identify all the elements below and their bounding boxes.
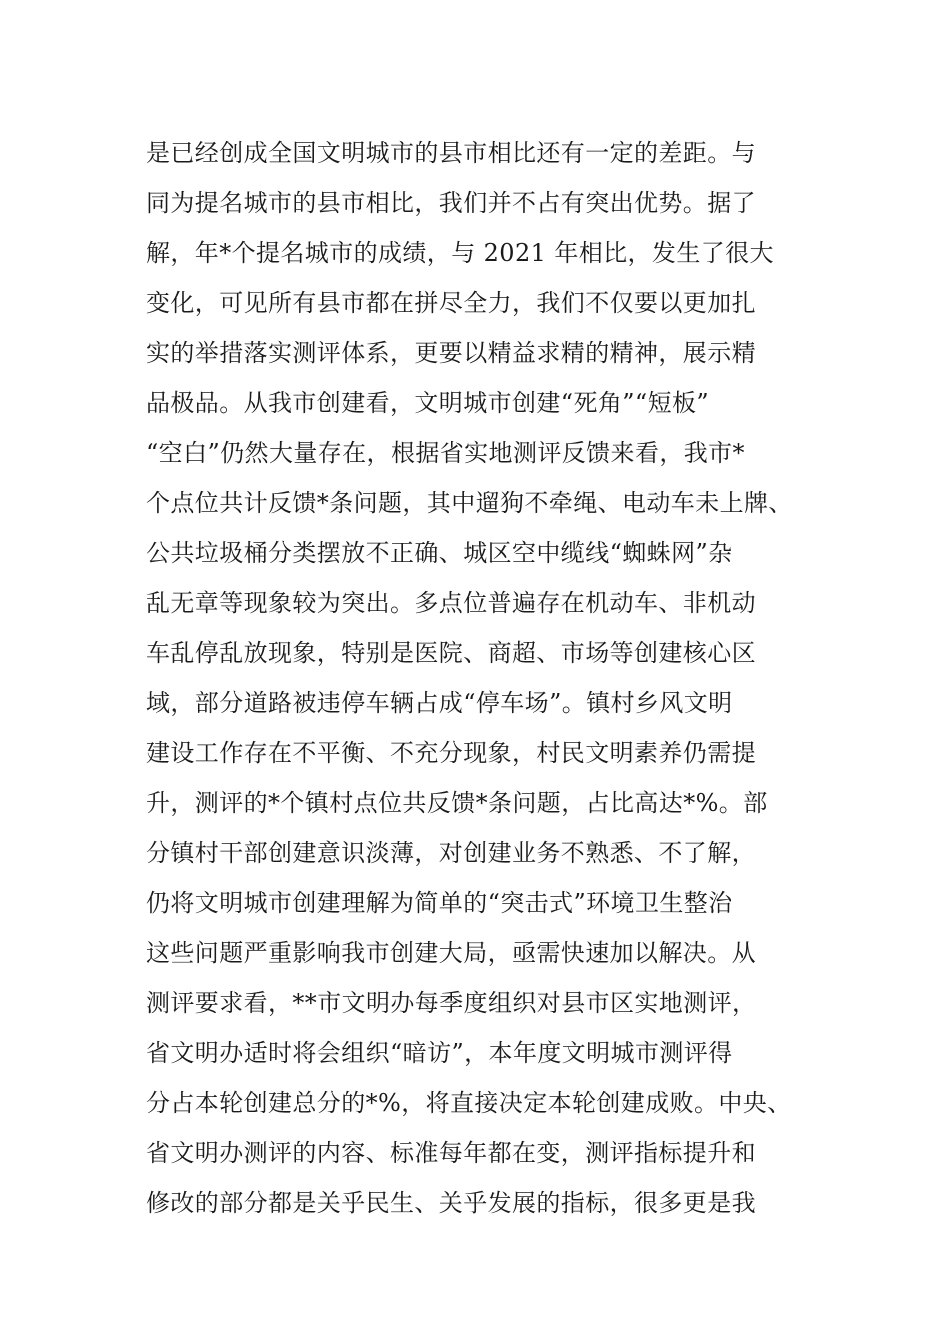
text-line: 这些问题严重影响我市创建大局，亟需快速加以解决。从 — [146, 939, 756, 967]
text-line: 公共垃圾桶分类摆放不正确、城区空中缆线“蜘蛛网”杂 — [146, 539, 733, 567]
text-line: 分镇村干部创建意识淡薄，对创建业务不熟悉、不了解， — [146, 839, 756, 867]
text-line: 仍将文明城市创建理解为简单的“突击式”环境卫生整治 — [146, 889, 733, 917]
text-line: 分占本轮创建总分的*%，将直接决定本轮创建成败。中央、 — [146, 1089, 792, 1117]
text-line: 升，测评的*个镇村点位共反馈*条问题，占比高达*%。部 — [146, 789, 768, 817]
text-line: 实的举措落实测评体系，更要以精益求精的精神，展示精 — [146, 339, 756, 367]
text-line: 域，部分道路被违停车辆占成“停车场”。镇村乡风文明 — [146, 689, 733, 717]
text-line: 品极品。从我市创建看，文明城市创建“死角”“短板” — [146, 389, 710, 417]
text-line: 车乱停乱放现象，特别是医院、商超、市场等创建核心区 — [146, 639, 756, 667]
text-line: 乱无章等现象较为突出。多点位普遍存在机动车、非机动 — [146, 589, 756, 617]
text-line: “空白”仍然大量存在，根据省实地测评反馈来看，我市* — [146, 439, 745, 467]
text-line: 省文明办适时将会组织“暗访”，本年度文明城市测评得 — [146, 1039, 733, 1067]
text-line: 同为提名城市的县市相比，我们并不占有突出优势。据了 — [146, 189, 756, 217]
body-paragraph — [146, 128, 846, 1228]
text-line: 个点位共计反馈*条问题，其中遛狗不牵绳、电动车未上牌、 — [146, 489, 793, 517]
text-line: 测评要求看，**市文明办每季度组织对县市区实地测评， — [146, 989, 757, 1017]
text-line: 解，年*个提名城市的成绩，与 2021 年相比，发生了很大 — [146, 239, 774, 267]
text-line: 省文明办测评的内容、标准每年都在变，测评指标提升和 — [146, 1139, 756, 1167]
text-line: 建设工作存在不平衡、不充分现象，村民文明素养仍需提 — [146, 739, 756, 767]
text-line: 是已经创成全国文明城市的县市相比还有一定的差距。与 — [146, 139, 756, 167]
text-line: 修改的部分都是关乎民生、关乎发展的指标，很多更是我 — [146, 1189, 756, 1217]
text-line: 变化，可见所有县市都在拼尽全力，我们不仅要以更加扎 — [146, 289, 756, 317]
